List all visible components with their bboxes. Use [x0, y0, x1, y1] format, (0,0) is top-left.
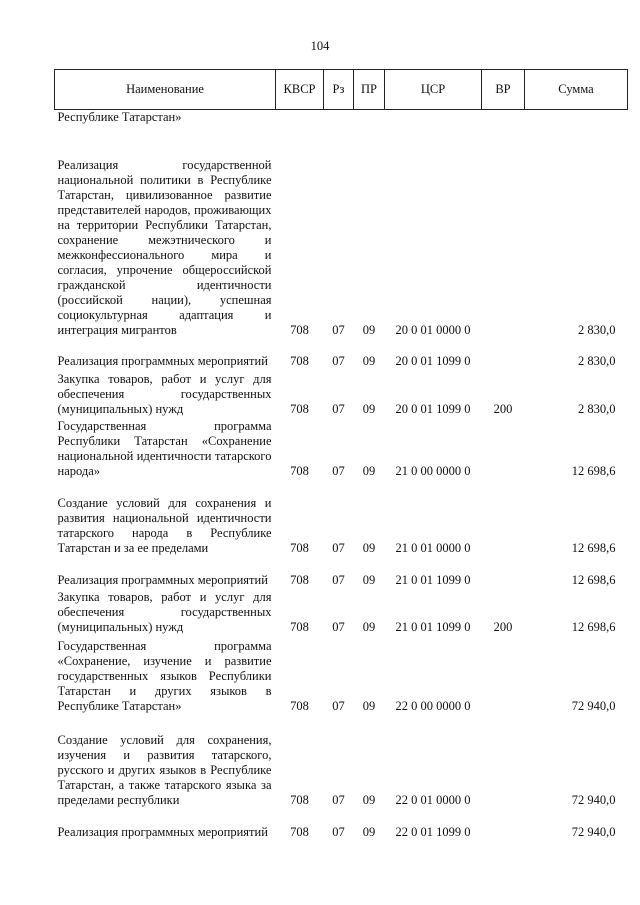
- row-pr: 09: [362, 573, 376, 587]
- row-vr: [482, 479, 525, 556]
- table-row: [55, 808, 628, 840]
- row-rz: 07: [332, 464, 345, 478]
- row-name: Создание условий для сохранения, изучения и развития татарского, русского и других языков в Республике Татарстан, а также татарского языка за пределами республики: [57, 733, 272, 807]
- row-name: Реализация программных мероприятий: [57, 573, 268, 587]
- row-pr: 09: [362, 354, 376, 368]
- table-row: [55, 417, 628, 479]
- continued-line: Республике Татарстан»: [57, 110, 182, 124]
- row-sum: 2 830,0: [578, 354, 616, 368]
- row-pr: 09: [362, 464, 376, 478]
- table-row: [55, 714, 628, 808]
- row-csr: 21 0 01 0000 0: [395, 541, 471, 555]
- row-kvsr: 708: [290, 541, 309, 555]
- budget-table: [54, 69, 628, 840]
- row-csr: 20 0 01 0000 0: [395, 323, 471, 337]
- header-vr: ВР: [482, 70, 525, 110]
- row-rz: 07: [332, 620, 345, 634]
- row-kvsr: 708: [290, 699, 309, 713]
- table-row: [55, 635, 628, 714]
- row-vr: [482, 714, 525, 808]
- row-kvsr: 708: [290, 573, 309, 587]
- row-vr: [482, 125, 525, 338]
- table-row: [55, 125, 628, 338]
- row-sum: 12 698,6: [571, 573, 616, 587]
- header-pr: ПР: [354, 70, 385, 110]
- row-name: Реализация программных мероприятий: [57, 354, 268, 368]
- row-name: Государственная программа «Сохранение, изучение и развитие государственных языков Республики Татарстан и других языков в Республике Татарстан»: [57, 639, 272, 713]
- row-name: Закупка товаров, работ и услуг для обеспечения государственных (муниципальных) нужд: [57, 590, 272, 634]
- row-kvsr: 708: [290, 620, 309, 634]
- row-csr: 21 0 01 1099 0: [395, 620, 471, 634]
- row-pr: 09: [362, 825, 376, 839]
- row-pr: 09: [362, 323, 376, 337]
- row-name: Государственная программа Республики Татарстан «Сохранение национальной идентичности татарского народа»: [57, 419, 272, 478]
- row-vr: [482, 338, 525, 369]
- row-csr: 20 0 01 1099 0: [395, 354, 471, 368]
- header-sum: Сумма: [525, 70, 628, 110]
- row-vr: 200: [493, 402, 513, 416]
- row-rz: 07: [332, 402, 345, 416]
- row-sum: 12 698,6: [571, 464, 616, 478]
- row-csr: 22 0 01 1099 0: [395, 825, 471, 839]
- table-row-continued: [55, 110, 628, 126]
- row-csr: 21 0 01 1099 0: [395, 573, 471, 587]
- row-vr: [482, 808, 525, 840]
- table-row: [55, 338, 628, 369]
- row-pr: 09: [362, 541, 376, 555]
- row-kvsr: 708: [290, 464, 309, 478]
- row-pr: 09: [362, 793, 376, 807]
- row-sum: 72 940,0: [571, 793, 616, 807]
- row-sum: 2 830,0: [578, 402, 616, 416]
- table-row: [55, 588, 628, 635]
- row-sum: 72 940,0: [571, 825, 616, 839]
- table-header: [55, 70, 628, 110]
- row-sum: 2 830,0: [578, 323, 616, 337]
- row-name: Закупка товаров, работ и услуг для обеспечения государственных (муниципальных) нужд: [57, 372, 272, 416]
- row-vr: 200: [493, 620, 513, 634]
- row-csr: 20 0 01 1099 0: [395, 402, 471, 416]
- row-rz: 07: [332, 354, 345, 368]
- row-vr: [482, 417, 525, 479]
- row-kvsr: 708: [290, 825, 309, 839]
- header-name: Наименование: [55, 70, 276, 110]
- row-pr: 09: [362, 620, 376, 634]
- row-kvsr: 708: [290, 793, 309, 807]
- row-csr: 21 0 00 0000 0: [395, 464, 471, 478]
- row-kvsr: 708: [290, 402, 309, 416]
- page-number: 104: [310, 39, 330, 53]
- row-vr: [482, 556, 525, 588]
- row-rz: 07: [332, 793, 345, 807]
- table-body: [55, 110, 628, 841]
- row-rz: 07: [332, 699, 345, 713]
- header-kvsr: КВСР: [276, 70, 324, 110]
- table-row: [55, 479, 628, 556]
- table-row: [55, 369, 628, 417]
- row-rz: 07: [332, 573, 345, 587]
- row-name: Создание условий для сохранения и развития национальной идентичности татарского народа в Республике Татарстан и за ее пределами: [57, 496, 272, 555]
- row-name: Реализация программных мероприятий: [57, 825, 268, 839]
- row-sum: 72 940,0: [571, 699, 616, 713]
- row-pr: 09: [362, 402, 376, 416]
- row-name: Реализация государственной национальной политики в Республике Татарстан, цивилизованное развитие представителей народов, проживающих на территории Республики Татарстан, сохранение межэтнического и межконфессионального мира и согласия, упрочение общероссийской гражданской идентичности (российской нации), успешная социокультурная адаптация и интеграция мигрантов: [57, 158, 272, 337]
- row-rz: 07: [332, 541, 345, 555]
- row-sum: 12 698,6: [571, 620, 616, 634]
- row-kvsr: 708: [290, 354, 309, 368]
- header-csr: ЦСР: [385, 70, 482, 110]
- row-pr: 09: [362, 699, 376, 713]
- row-sum: 12 698,6: [571, 541, 616, 555]
- row-rz: 07: [332, 825, 345, 839]
- row-kvsr: 708: [290, 323, 309, 337]
- header-rz: Рз: [324, 70, 354, 110]
- row-vr: [482, 635, 525, 714]
- table-row: [55, 556, 628, 588]
- row-csr: 22 0 01 0000 0: [395, 793, 471, 807]
- row-rz: 07: [332, 323, 345, 337]
- row-csr: 22 0 00 0000 0: [395, 699, 471, 713]
